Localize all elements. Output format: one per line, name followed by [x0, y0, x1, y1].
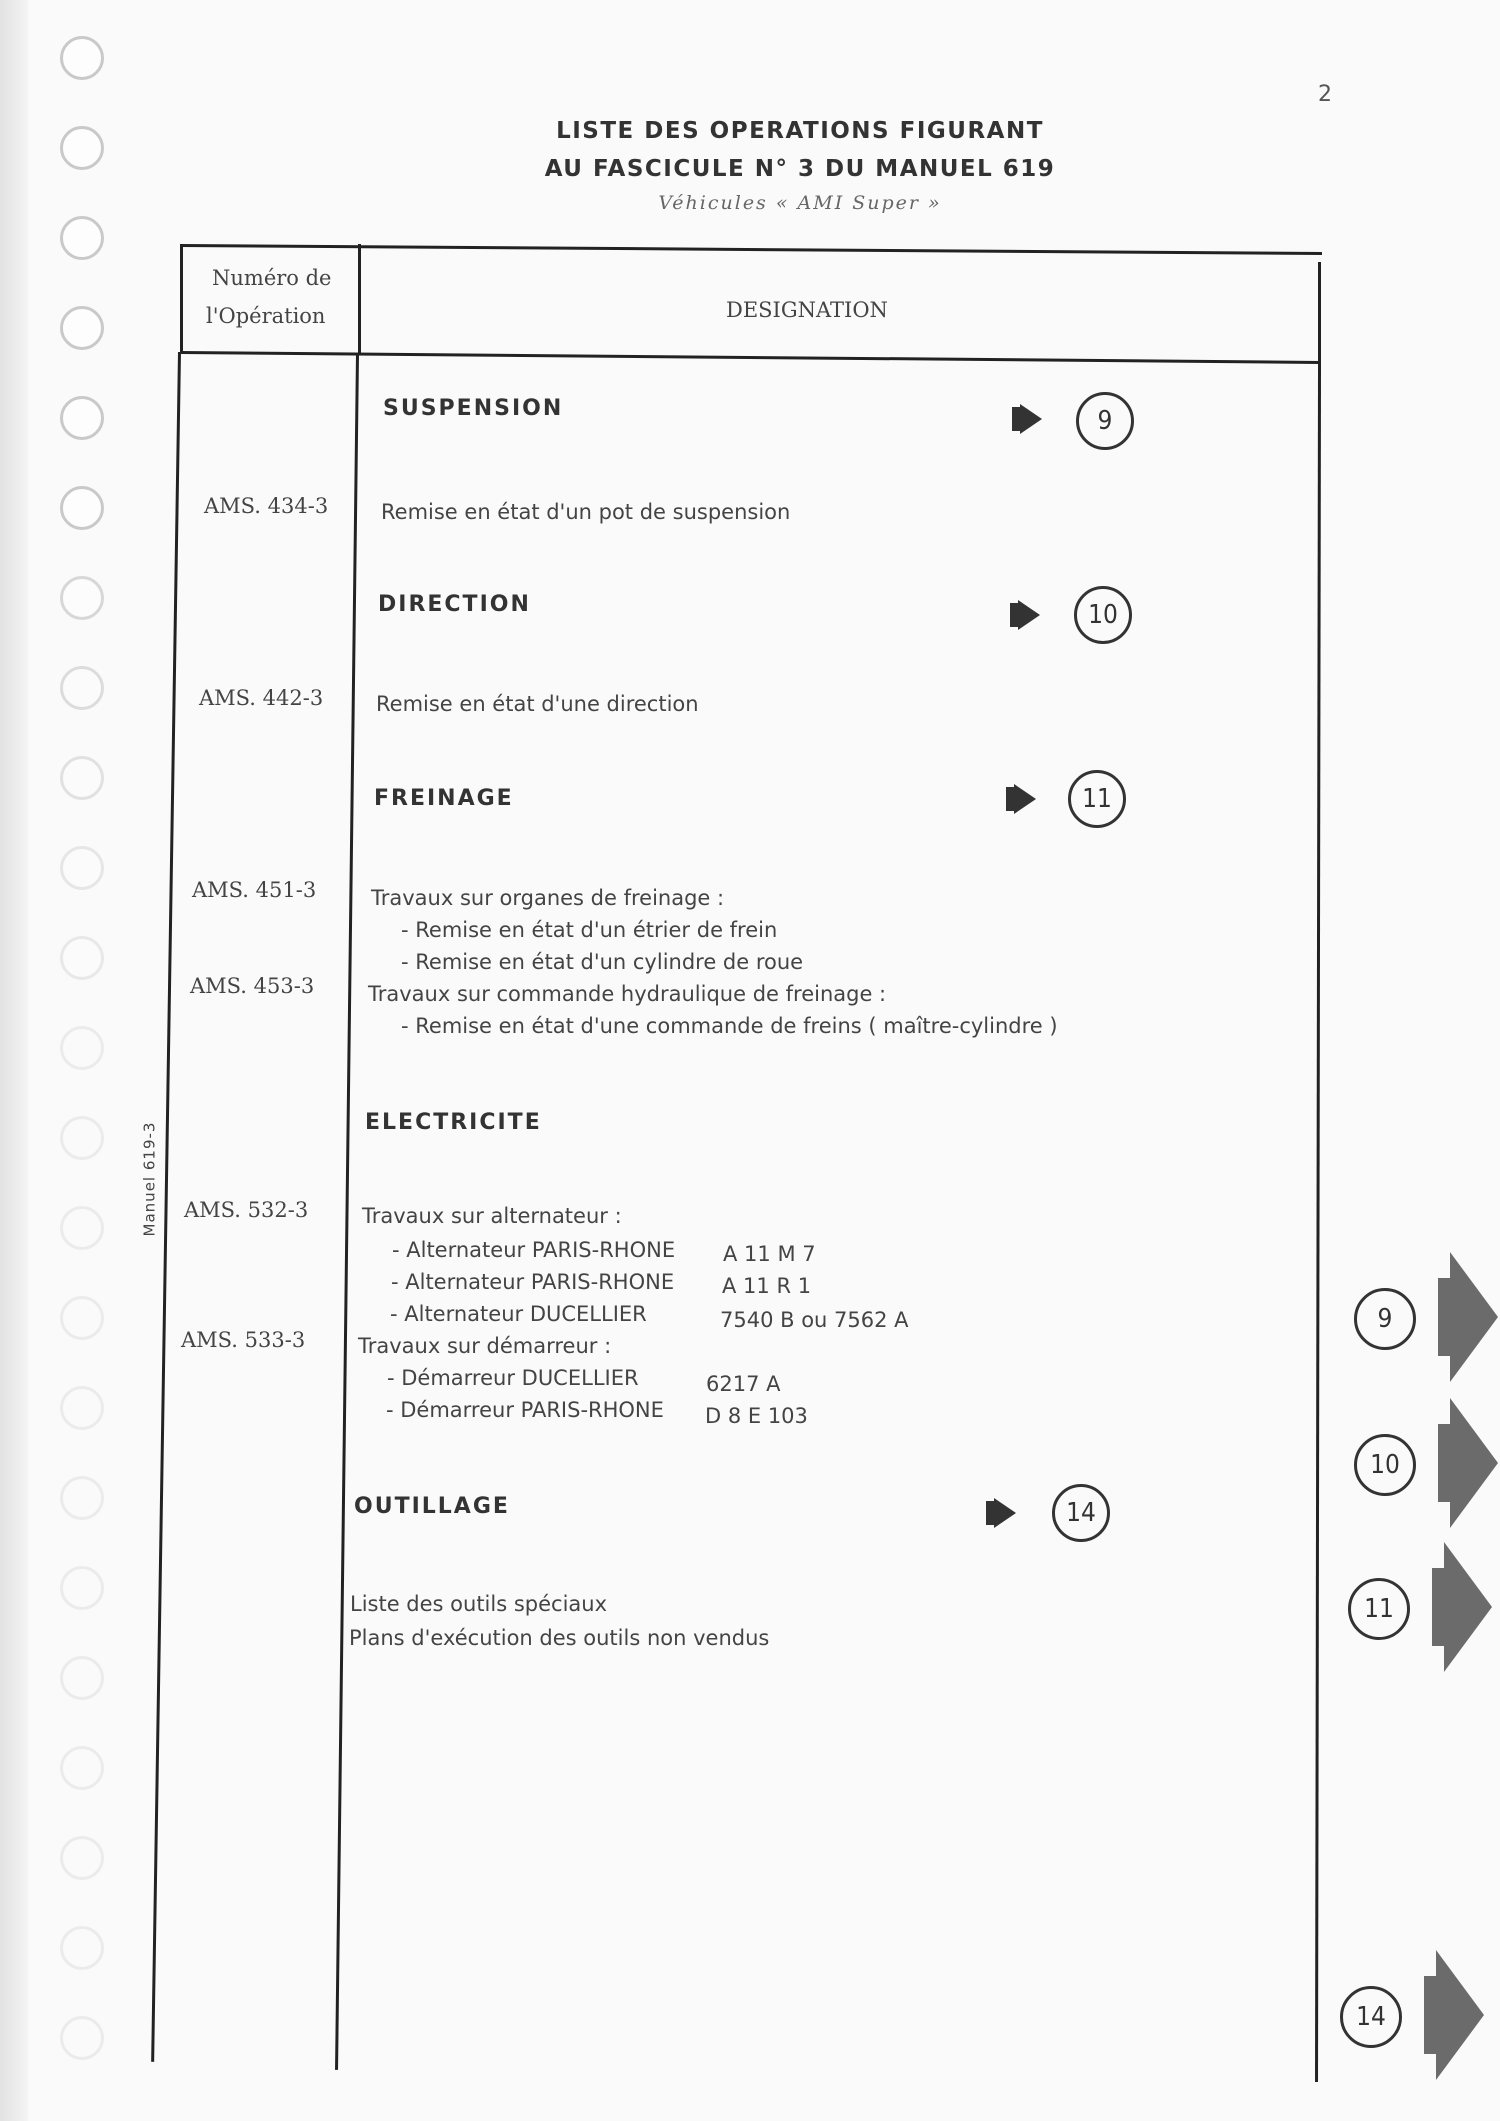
operation-text: - Alternateur PARIS-RHONE — [391, 1270, 675, 1294]
punch-hole — [60, 306, 104, 350]
operation-text: - Remise en état d'un cylindre de roue — [401, 950, 804, 974]
binding-margin — [0, 0, 28, 2121]
operation-text: Remise en état d'un pot de suspension — [381, 500, 791, 524]
part-reference: 6217 A — [706, 1372, 781, 1396]
index-tab-label[interactable]: 10 — [1354, 1434, 1416, 1496]
punch-hole — [60, 1206, 104, 1250]
page-title-line2: AU FASCICULE N° 3 DU MANUEL 619 — [544, 156, 1056, 182]
index-tab-label[interactable]: 14 — [1340, 1986, 1402, 2048]
index-tab-label[interactable]: 11 — [1348, 1578, 1410, 1640]
punch-hole — [60, 1836, 104, 1880]
manual-side-label: Manuel 619-3 — [140, 1121, 159, 1237]
arrow-right-icon — [994, 1498, 1016, 1528]
punch-hole — [60, 936, 104, 980]
punch-hole — [60, 1656, 104, 1700]
operation-text: Plans d'exécution des outils non vendus — [349, 1626, 770, 1650]
page-subtitle: Véhicules « AMI Super » — [658, 192, 942, 214]
section-title-suspension: SUSPENSION — [383, 396, 564, 421]
arrow-right-icon — [1014, 784, 1036, 814]
col-header-designation: DESIGNATION — [726, 298, 888, 322]
index-tab-arrow-icon[interactable] — [1432, 1542, 1492, 1672]
page-title: LISTE DES OPERATIONS FIGURANT — [556, 118, 1044, 144]
table-header-divider — [358, 244, 361, 354]
punch-hole — [60, 1296, 104, 1340]
operation-code: AMS. 532-3 — [184, 1198, 309, 1222]
punch-hole — [60, 2016, 104, 2060]
section-title-direction: DIRECTION — [378, 592, 531, 617]
operation-code: AMS. 533-3 — [181, 1328, 306, 1352]
section-title-electricite: ELECTRICITE — [365, 1110, 542, 1135]
page-number: 2 — [1318, 82, 1332, 107]
punch-hole — [60, 216, 104, 260]
page-ref-circle: 14 — [1052, 1484, 1110, 1542]
arrow-right-icon — [1020, 404, 1042, 434]
punch-hole — [60, 1746, 104, 1790]
punch-hole — [60, 666, 104, 710]
punch-hole — [60, 576, 104, 620]
section-title-outillage: OUTILLAGE — [354, 1494, 510, 1519]
punch-hole — [60, 1566, 104, 1610]
col-header-operation: l'Opération — [206, 304, 326, 328]
table-column-divider — [335, 354, 359, 2070]
operation-text: - Remise en état d'une commande de freins ( maître-cylindre ) — [401, 1014, 1058, 1038]
page-ref-circle: 11 — [1068, 770, 1126, 828]
punch-hole — [60, 846, 104, 890]
table-right-border — [1315, 370, 1321, 2082]
part-reference: A 11 M 7 — [723, 1242, 816, 1266]
arrow-right-icon — [1018, 600, 1040, 630]
section-title-freinage: FREINAGE — [374, 786, 514, 811]
operation-text: - Alternateur DUCELLIER — [390, 1302, 647, 1326]
operation-text: Liste des outils spéciaux — [350, 1592, 608, 1616]
punch-hole — [60, 1926, 104, 1970]
index-tab-label[interactable]: 9 — [1354, 1288, 1416, 1350]
table-top-border — [180, 244, 1322, 255]
index-tab-arrow-icon[interactable] — [1438, 1252, 1498, 1382]
punch-hole — [60, 1476, 104, 1520]
operation-code: AMS. 434-3 — [204, 494, 329, 518]
table-header-border — [180, 351, 1320, 364]
operation-text: Remise en état d'une direction — [376, 692, 699, 716]
col-header-number: Numéro de — [212, 266, 332, 290]
table-header-left-border — [180, 244, 183, 352]
operation-text: Travaux sur alternateur : — [362, 1204, 622, 1228]
punch-hole — [60, 486, 104, 530]
part-reference: 7540 B ou 7562 A — [720, 1308, 909, 1332]
punch-hole — [60, 1026, 104, 1070]
operation-text: Travaux sur commande hydraulique de freinage : — [368, 982, 887, 1006]
operation-text: - Démarreur PARIS-RHONE — [386, 1398, 664, 1422]
part-reference: D 8 E 103 — [705, 1404, 808, 1428]
punch-hole — [60, 1386, 104, 1430]
operation-text: - Remise en état d'un étrier de frein — [401, 918, 778, 942]
operation-code: AMS. 453-3 — [190, 974, 315, 998]
table-header-right-border — [1318, 262, 1321, 370]
operation-text: Travaux sur organes de freinage : — [371, 886, 725, 910]
index-tab-arrow-icon[interactable] — [1424, 1950, 1484, 2080]
punch-hole — [60, 36, 104, 80]
operation-code: AMS. 451-3 — [192, 878, 317, 902]
index-tab-arrow-icon[interactable] — [1438, 1398, 1498, 1528]
operation-text: Travaux sur démarreur : — [358, 1334, 612, 1358]
punch-hole — [60, 756, 104, 800]
page-ref-circle: 9 — [1076, 392, 1134, 450]
operation-text: - Alternateur PARIS-RHONE — [392, 1238, 676, 1262]
page-ref-circle: 10 — [1074, 586, 1132, 644]
operation-code: AMS. 442-3 — [199, 686, 324, 710]
operation-text: - Démarreur DUCELLIER — [387, 1366, 639, 1390]
punch-hole — [60, 1116, 104, 1160]
punch-hole — [60, 396, 104, 440]
part-reference: A 11 R 1 — [722, 1274, 812, 1298]
